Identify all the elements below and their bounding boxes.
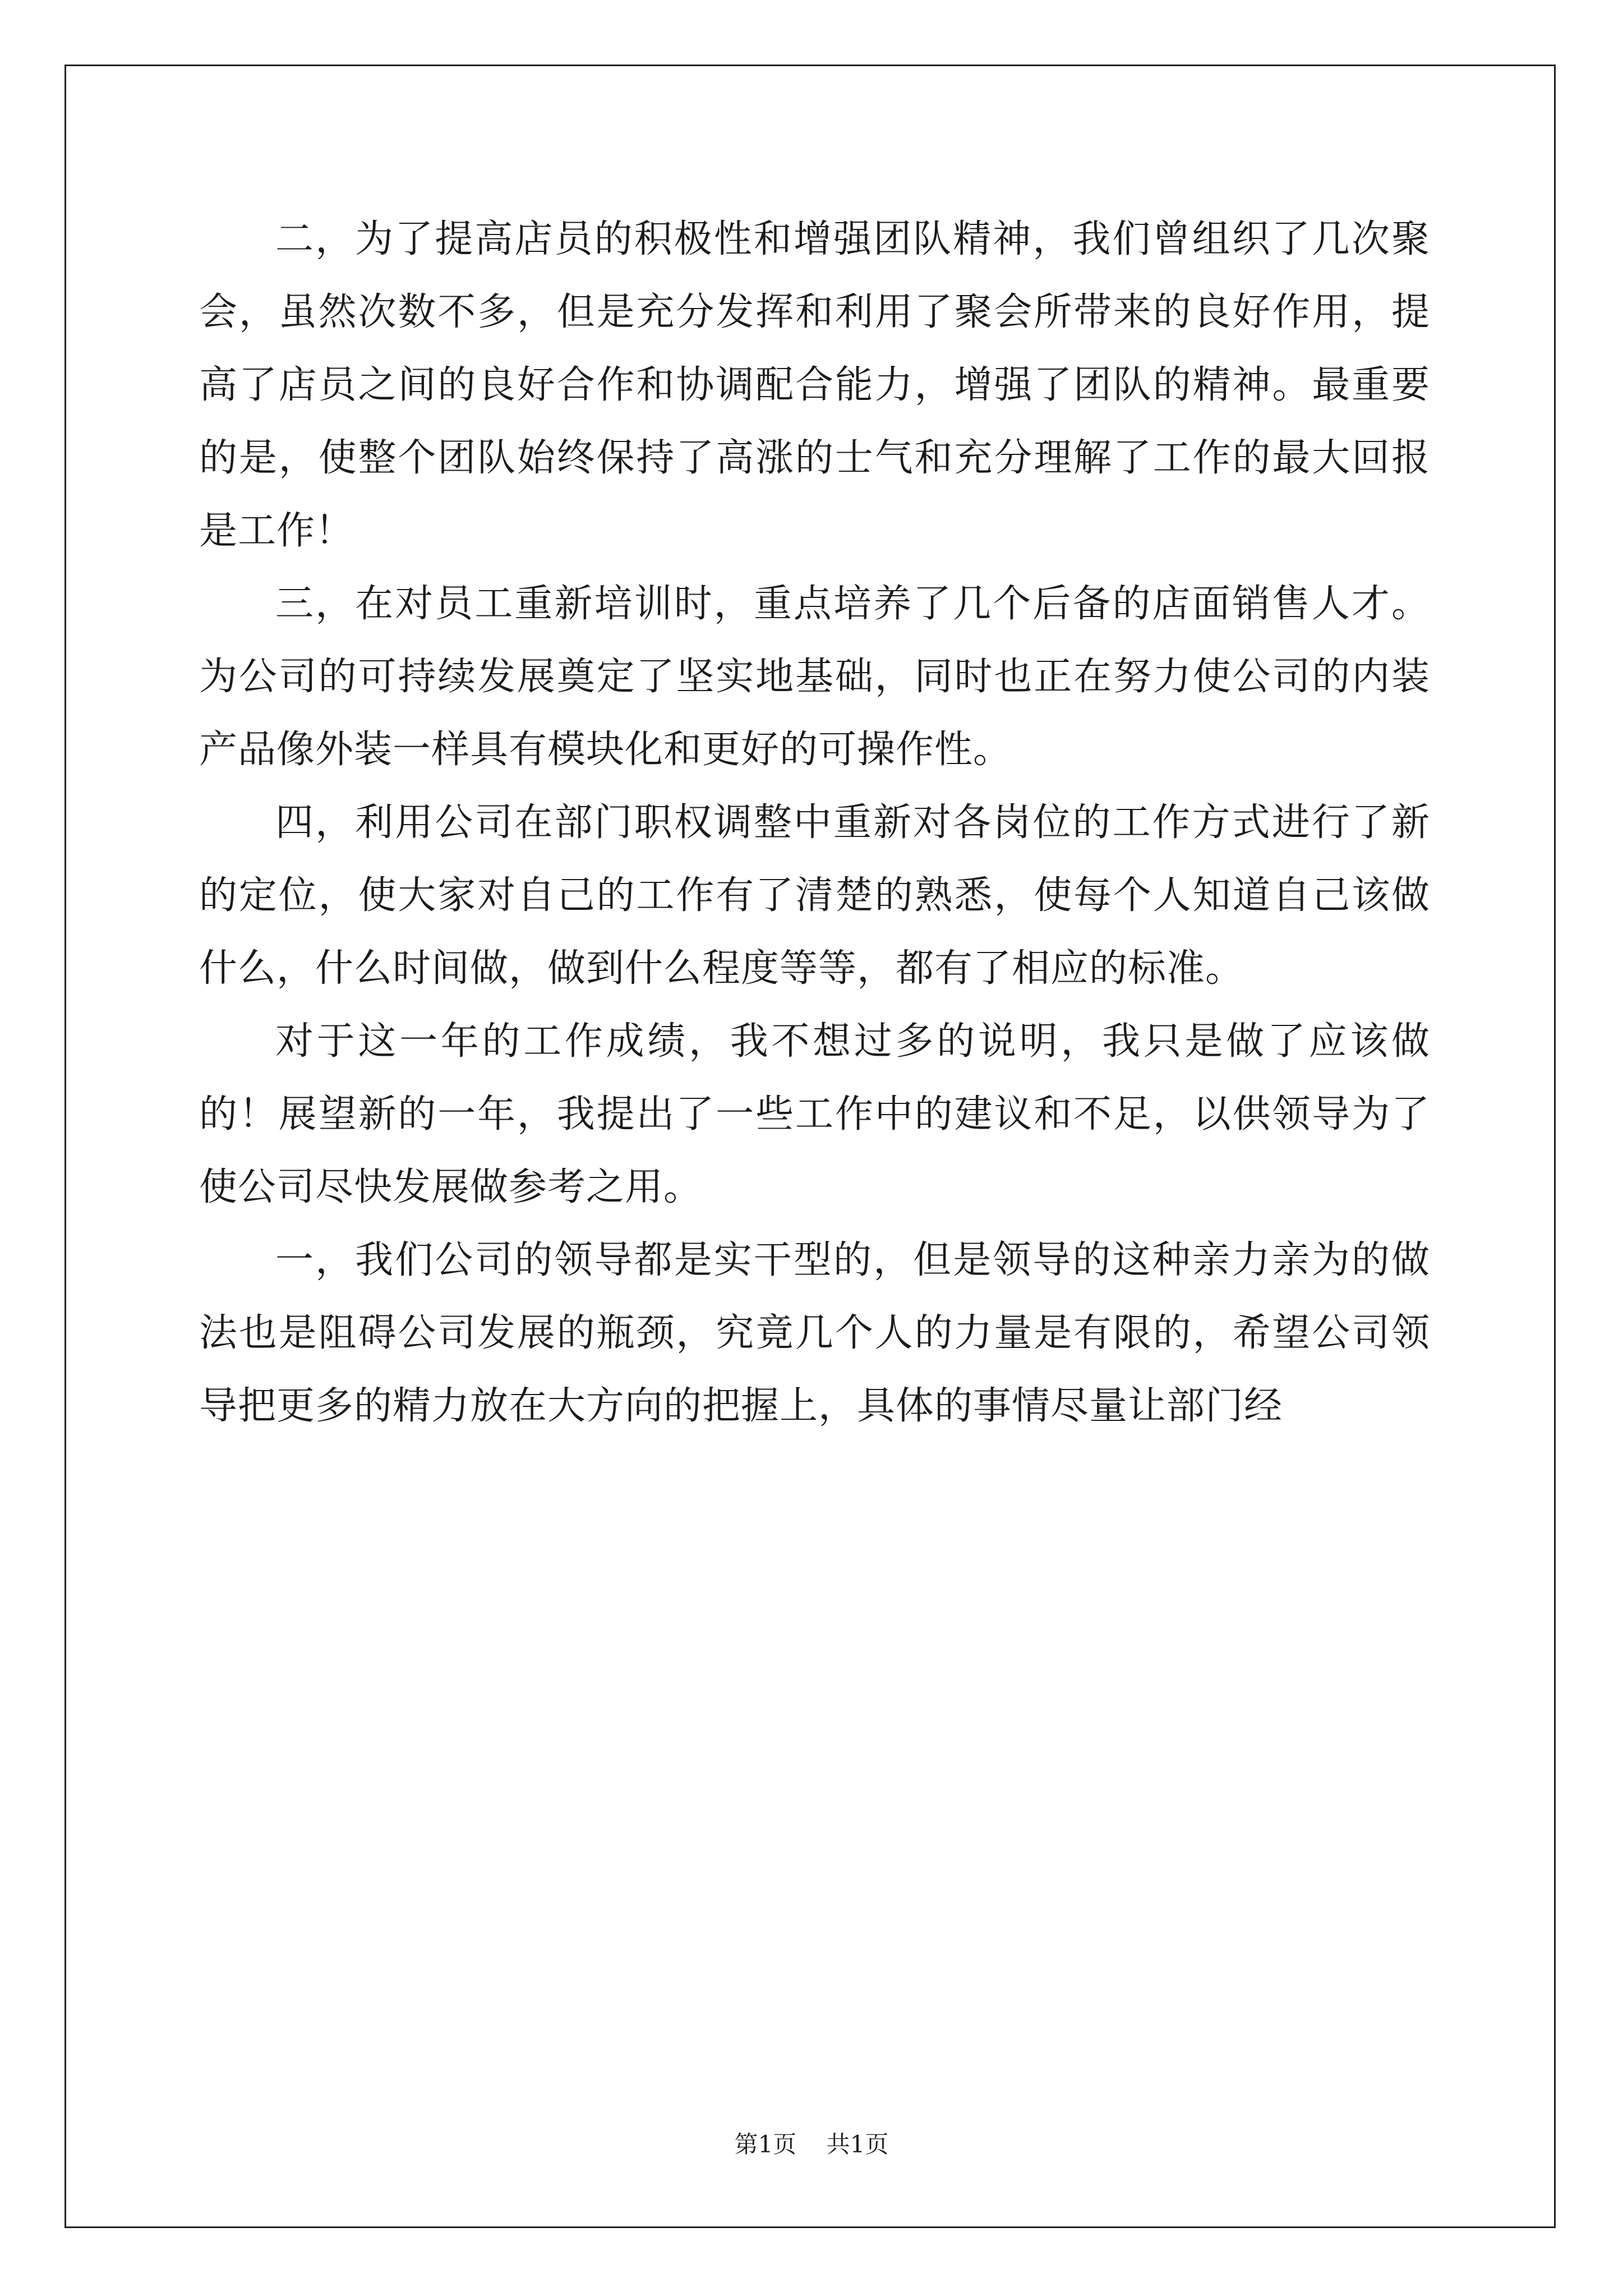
paragraph-summary: 对于这一年的工作成绩，我不想过多的说明，我只是做了应该做的！展望新的一年，我提出了一些工作中的建议和不足，以供领导为了使公司尽快发展做参考之用。 — [199, 1019, 1430, 1209]
page-footer — [0, 2126, 1623, 2160]
page-number: 第1页 — [734, 2131, 797, 2158]
paragraph-3: 三，在对员工重新培训时，重点培养了几个后备的店面销售人才。为公司的可持续发展奠定了坚实地基础，同时也正在努力使公司的内装产品像外装一样具有模块化和更好的可操作性。 — [199, 582, 1430, 772]
document-body — [199, 203, 1430, 1443]
page-total: 共1页 — [826, 2131, 889, 2158]
paragraph-2: 二，为了提高店员的积极性和增强团队精神，我们曾组织了几次聚会，虽然次数不多，但是充分发挥和利用了聚会所带来的良好作用，提高了店员之间的良好合作和协调配合能力，增强了团队的精神。最重要的是，使整个团队始终保持了高涨的士气和充分理解了工作的最大回报是工作！ — [199, 217, 1430, 553]
paragraph-4: 四，利用公司在部门职权调整中重新对各岗位的工作方式进行了新的定位，使大家对自己的工作有了清楚的熟悉，使每个人知道自己该做什么，什么时间做，做到什么程度等等，都有了相应的标准。 — [199, 800, 1430, 991]
paragraph-suggestion-1: 一，我们公司的领导都是实干型的，但是领导的这种亲力亲为的做法也是阻碍公司发展的瓶颈，究竟几个人的力量是有限的，希望公司领导把更多的精力放在大方向的把握上，具体的事情尽量让部门经 — [199, 1238, 1430, 1428]
